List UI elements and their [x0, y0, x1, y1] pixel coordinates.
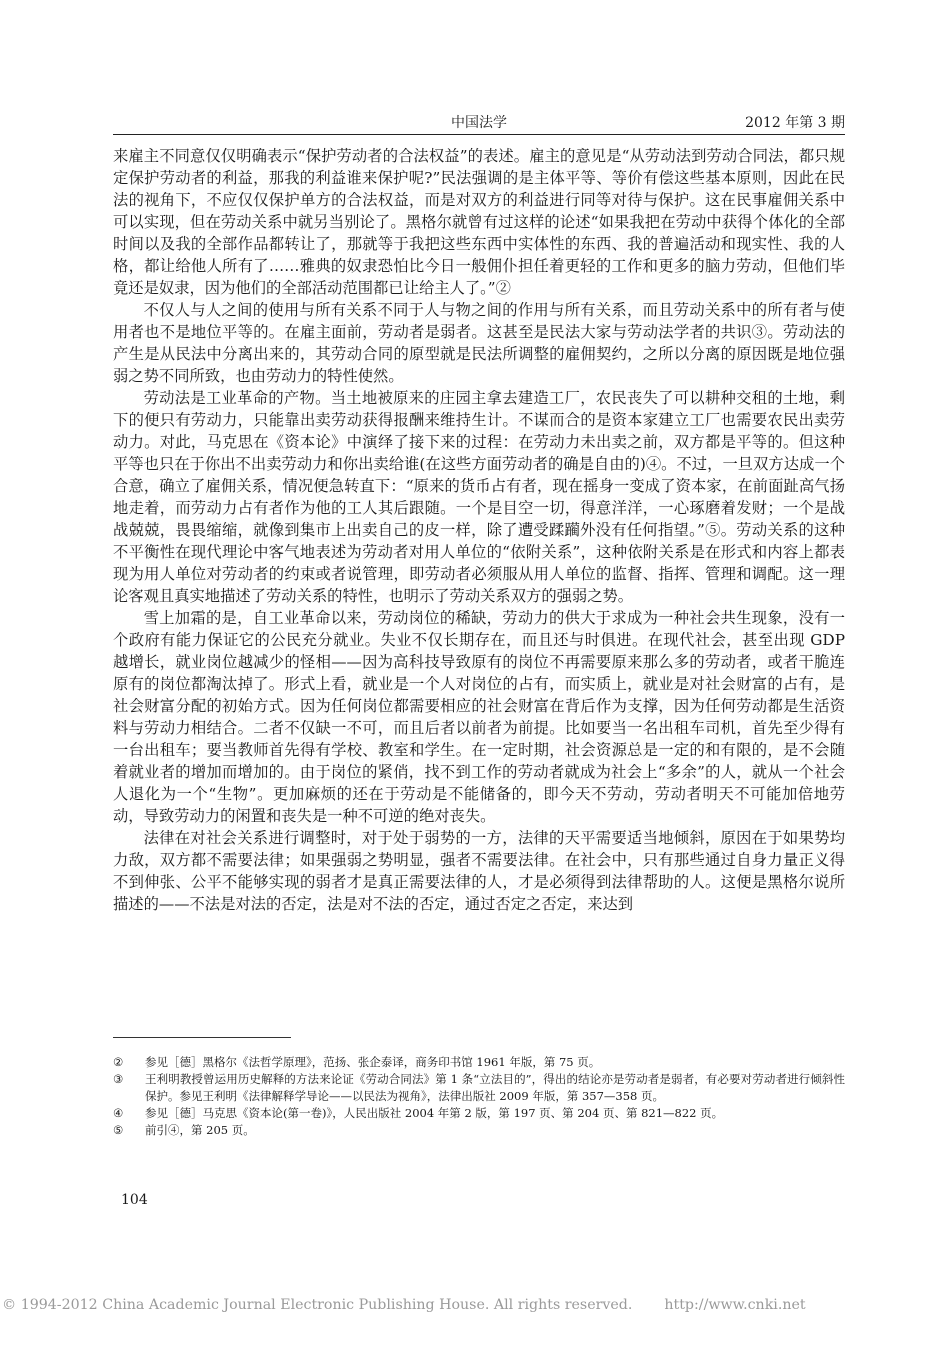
footnote-mark: ⑤ — [113, 1123, 124, 1137]
paragraph: 来雇主不同意仅仅明确表示“保护劳动者的合法权益”的表述。雇主的意见是“从劳动法到劳动合同法，都只规定保护劳动者的利益，那我的利益谁来保护呢?”民法强调的是主体平等、等价有偿这些基本原则，因此在民法的视角下，不应仅仅保护单方的合法权益，而是对双方的利益进行同等对待与保护。这在民事雇佣关系中可以实现，但在劳动关系中就另当别论了。黑格尔就曾有过这样的论述“如果我把在劳动中获得个体化的全部时间以及我的全部作品都转让了，那就等于我把这些东西中实体性的东西、我的普遍活动和现实性、我的人格，都让给他人所有了……雅典的奴隶恐怕比今日一般佣仆担任着更轻的工作和更多的脑力劳动，但他们毕竟还是奴隶，因为他们的全部活动范围都已让给主人了。”② — [113, 147, 845, 297]
footnotes — [113, 1054, 845, 1139]
footnote-text: 王利明教授曾运用历史解释的方法来论证《劳动合同法》第 1 条“立法目的”，得出的结论亦是劳动者是弱者，有必要对劳动者进行倾斜性保护。参见王利明《法律解释学导论——以民法为视角》，法律出版社 2009 年版，第 357—358 页。 — [145, 1072, 845, 1103]
header-rule — [113, 134, 845, 135]
paragraph: 法律在对社会关系进行调整时，对于处于弱势的一方，法律的天平需要适当地倾斜，原因在于如果势均力敌，双方都不需要法律；如果强弱之势明显，强者不需要法律。在社会中，只有那些通过自身力量正义得不到伸张、公平不能够实现的弱者才是真正需要法律的人，才是必须得到法律帮助的人。这便是黑格尔说所描述的——不法是对法的否定，法是对不法的否定，通过否定之否定，来达到 — [113, 829, 845, 913]
footnote — [113, 1105, 845, 1122]
article-body — [113, 145, 845, 915]
journal-title: 中国法学 — [451, 115, 507, 131]
cnki-link[interactable]: http://www.cnki.net — [664, 1297, 806, 1313]
copyright-line — [2, 1297, 948, 1313]
issue-label: 2012 年第 3 期 — [745, 115, 845, 131]
footnote-text: 前引④，第 205 页。 — [145, 1123, 255, 1137]
paragraph: 不仅人与人之间的使用与所有关系不同于人与物之间的作用与所有关系，而且劳动关系中的所有者与使用者也不是地位平等的。在雇主面前，劳动者是弱者。这甚至是民法大家与劳动法学者的共识③。劳动法的产生是从民法中分离出来的，其劳动合同的原型就是民法所调整的雇佣契约，之所以分离的原因既是地位强弱之势不同所致，也由劳动力的特性使然。 — [113, 301, 845, 385]
running-header — [113, 112, 845, 134]
footnote-mark: ④ — [113, 1106, 124, 1120]
copyright-text: © 1994-2012 China Academic Journal Electronic Publishing House. All rights reserved. — [2, 1297, 633, 1313]
footnote-mark: ② — [113, 1055, 124, 1069]
paragraph: 雪上加霜的是，自工业革命以来，劳动岗位的稀缺，劳动力的供大于求成为一种社会共生现象，没有一个政府有能力保证它的公民充分就业。失业不仅长期存在，而且还与时俱进。在现代社会，甚至出现 GDP 越增长，就业岗位越减少的怪相——因为高科技导致原有的岗位不再需要原来那么多的劳动者，或者干脆连原有的岗位都淘汰掉了。形式上看，就业是一个人对岗位的占有，而实质上，就业是对社会财富的占有，是社会财富分配的初始方式。因为任何岗位都需要相应的社会财富在背后作为支撑，因为任何劳动都是生活资料与劳动力相结合。二者不仅缺一不可，而且后者以前者为前提。比如要当一名出租车司机，首先至少得有一台出租车；要当教师首先得有学校、教室和学生。在一定时期，社会资源总是一定的和有限的，是不会随着就业者的增加而增加的。由于岗位的紧俏，找不到工作的劳动者就成为社会上“多余”的人，就从一个社会人退化为一个“生物”。更加麻烦的还在于劳动是不能储备的，即今天不劳动，劳动者明天不可能加倍地劳动，导致劳动力的闲置和丧失是一种不可逆的绝对丧失。 — [113, 609, 845, 825]
footnote-text: 参见［德］马克思《资本论(第一卷)》，人民出版社 2004 年第 2 版，第 197 页、第 204 页、第 821—822 页。 — [145, 1106, 724, 1120]
page-number: 104 — [121, 1192, 148, 1208]
paragraph: 劳动法是工业革命的产物。当土地被原来的庄园主拿去建造工厂，农民丧失了可以耕种交租的土地，剩下的便只有劳动力，只能靠出卖劳动获得报酬来维持生计。不谋而合的是资本家建立工厂也需要农民出卖劳动力。对此，马克思在《资本论》中演绎了接下来的过程：在劳动力未出卖之前，双方都是平等的。但这种平等也只在于你出不出卖劳动力和你出卖给谁(在这些方面劳动者的确是自由的)④。不过，一旦双方达成一个合意，确立了雇佣关系，情况便急转直下：“原来的货币占有者，现在摇身一变成了资本家，在前面趾高气扬地走着，而劳动力占有者作为他的工人其后跟随。一个是目空一切，得意洋洋，一心琢磨着发财；一个是战战兢兢，畏畏缩缩，就像到集市上出卖自己的皮一样，除了遭受蹂躏外没有任何指望。”⑤。劳动关系的这种不平衡性在现代理论中客气地表述为劳动者对用人单位的“依附关系”，这种依附关系是在形式和内容上都表现为用人单位对劳动者的约束或者说管理，即劳动者必须服从用人单位的监督、指挥、管理和调配。这一理论客观且真实地描述了劳动关系的特性，也明示了劳动关系双方的强弱之势。 — [113, 389, 845, 605]
footnote — [113, 1054, 845, 1071]
footnote — [113, 1122, 845, 1139]
footnote — [113, 1071, 845, 1105]
footnote-rule — [113, 1037, 291, 1038]
footnote-text: 参见［德］黑格尔《法哲学原理》，范扬、张企泰译，商务印书馆 1961 年版，第 75 页。 — [145, 1055, 601, 1069]
footnote-mark: ③ — [113, 1072, 124, 1086]
